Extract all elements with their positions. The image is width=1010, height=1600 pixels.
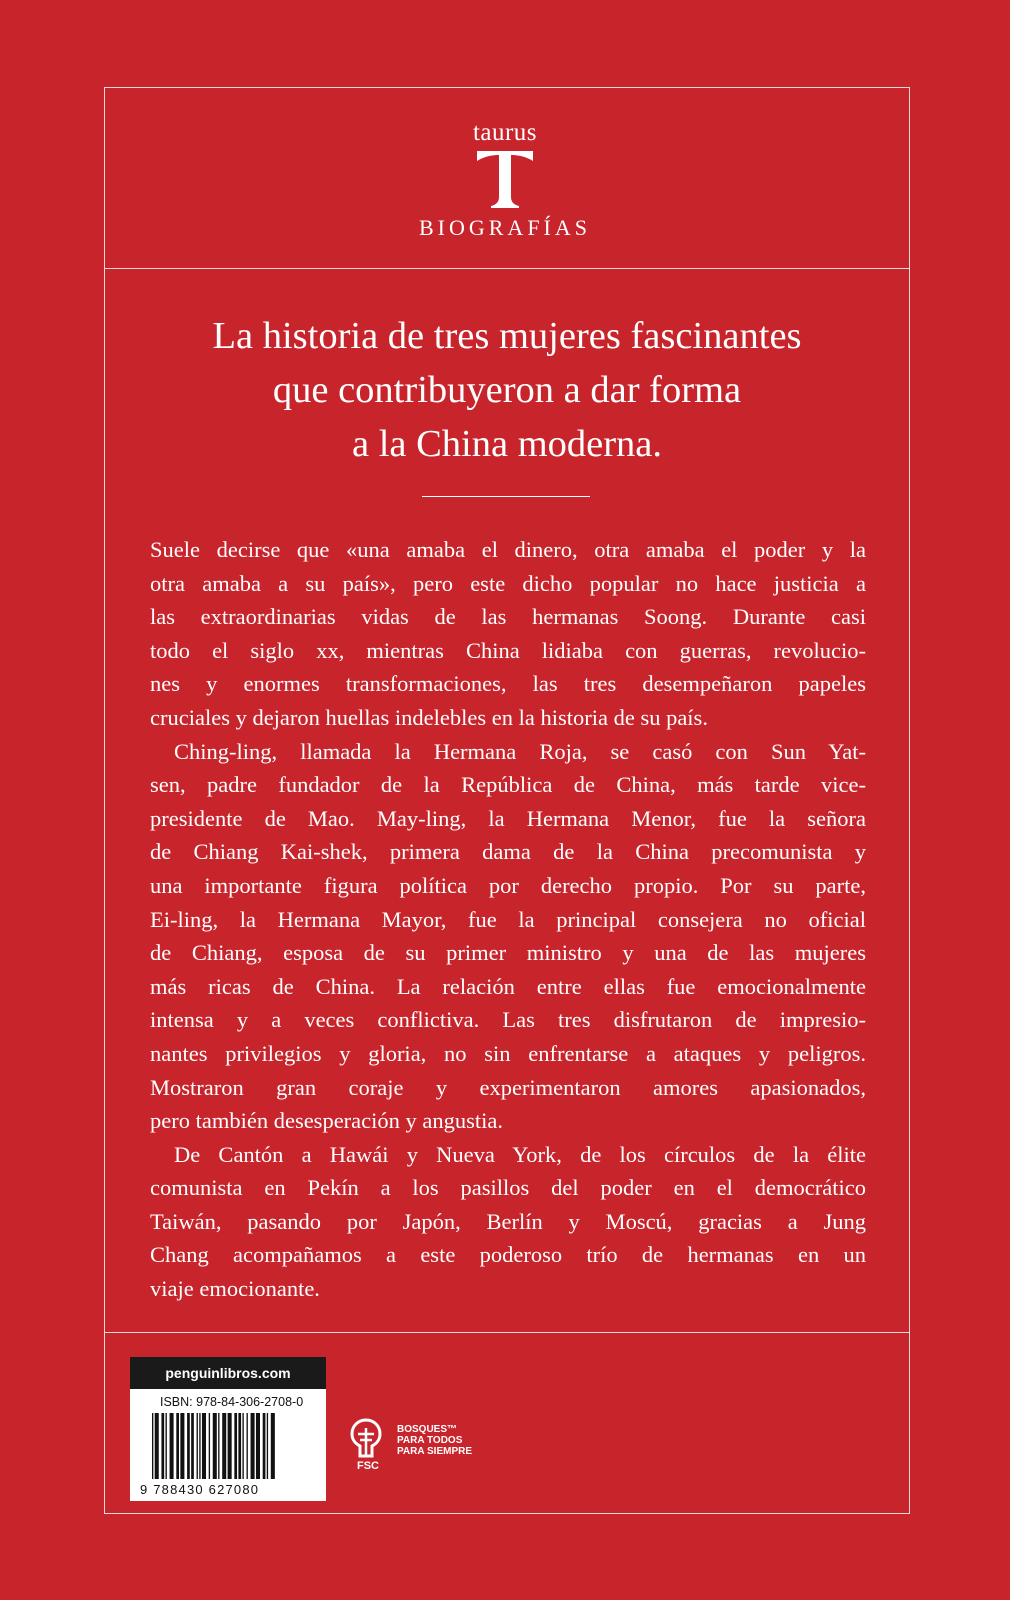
headline-line: La historia de tres mujeres fascinantes (212, 315, 802, 357)
synopsis-line: viaje emocionante. (150, 1276, 320, 1302)
publisher-name: taurus (472, 119, 538, 146)
headline (104, 309, 910, 471)
barcode-bar (234, 1413, 237, 1479)
taurus-t-logo-icon (473, 149, 537, 209)
header-divider (104, 268, 910, 269)
synopsis-line: presidente de Mao. May-ling, la Hermana Menor, fue la señora (150, 805, 866, 831)
synopsis-line: Ei-ling, la Hermana Mayor, fue la principal consejera no oficial (150, 906, 866, 932)
barcode-bar (187, 1413, 190, 1479)
synopsis-line: comunista en Pekín a los pasillos del poder en el democrático (150, 1175, 866, 1201)
barcode-bar (256, 1413, 260, 1479)
barcode-bar (228, 1413, 232, 1479)
barcode-bar (180, 1413, 184, 1479)
barcode-bar (191, 1413, 194, 1479)
synopsis-line: más ricas de China. La relación entre ellas fue emocionalmente (150, 973, 866, 999)
footer-divider (104, 1332, 910, 1333)
fsc-slogan-line: PARA SIEMPRE (397, 1446, 473, 1457)
fsc-slogan (397, 1424, 472, 1457)
barcode-bar (170, 1413, 174, 1479)
barcode (138, 1413, 320, 1497)
barcode-bar (222, 1413, 226, 1479)
barcode-bar (197, 1413, 198, 1479)
headline-separator (422, 496, 590, 497)
barcode-bar (152, 1413, 153, 1479)
barcode-bar (176, 1413, 179, 1479)
barcode-bar (247, 1413, 248, 1479)
synopsis-line: De Cantón a Hawái y Nueva York, de los círculos de la élite (174, 1141, 866, 1167)
publisher-brand (0, 118, 1010, 241)
barcode-bar (161, 1413, 164, 1479)
synopsis-line: Chang acompañamos a este poderoso trío de hermanas en un (150, 1242, 866, 1268)
barcode-bar (218, 1413, 219, 1479)
synopsis-line: intensa y a veces conflictiva. Las tres disfrutaron de impresio- (150, 1007, 866, 1033)
synopsis-line: una importante figura política por derecho propio. Por su parte, (150, 872, 866, 898)
barcode-bar (166, 1413, 167, 1479)
synopsis-line: Suele decirse que «una amaba el dinero, otra amaba el poder y la (150, 537, 866, 562)
publisher-website: penguinlibros.com (130, 1357, 326, 1389)
fsc-slogan-line: PARA TODOS (397, 1435, 463, 1446)
synopsis-line: pero también desesperación y angustia. (150, 1108, 504, 1134)
barcode-bar (155, 1413, 159, 1479)
barcode-bar (213, 1413, 217, 1479)
barcode-bar (199, 1413, 200, 1479)
synopsis-line: las extraordinarias vidas de las hermanas Soong. Durante casi (150, 604, 866, 630)
barcode-digits: 9 788430 627080 (140, 1482, 260, 1497)
synopsis-line: nes y enormes transformaciones, las tres desempeñaron papeles (150, 671, 866, 697)
isbn-label: ISBN: 978-84-306-2708-0 (160, 1395, 304, 1409)
synopsis-line: Ching-ling, llamada la Hermana Roja, se casó con Sun Yat- (174, 738, 866, 764)
barcode-panel (130, 1357, 326, 1501)
headline-line: que contribuyeron a dar forma (272, 369, 742, 411)
collection-label: BIOGRAFÍAS (418, 215, 592, 240)
barcode-bar (202, 1413, 206, 1479)
barcode-bar (251, 1413, 255, 1479)
barcode-bar (263, 1413, 266, 1479)
barcode-bar (267, 1413, 268, 1479)
synopsis-line: Taiwán, pasando por Japón, Berlín y Moscú, gracias a Jung (150, 1208, 866, 1234)
barcode-bar (238, 1413, 241, 1479)
synopsis-line: de Chiang, esposa de su primer ministro y una de las mujeres (150, 940, 866, 966)
synopsis (150, 533, 866, 1306)
synopsis-line: nantes privilegios y gloria, no sin enfrentarse a ataques y peligros. (150, 1040, 866, 1066)
synopsis-line: cruciales y dejaron huellas indelebles en la historia de su país. (150, 704, 708, 730)
synopsis-line: todo el siglo xx, mientras China lidiaba con guerras, revolucio- (150, 637, 866, 663)
fsc-slogan-line: BOSQUES™ (397, 1424, 458, 1435)
barcode-bar (242, 1413, 243, 1479)
fsc-label: FSC (357, 1460, 379, 1472)
synopsis-line: sen, padre fundador de la República de China, más tarde vice- (150, 772, 866, 798)
synopsis-line: Mostraron gran coraje y experimentaron amores apasionados, (150, 1074, 866, 1100)
headline-line: a la China moderna. (351, 423, 663, 465)
barcode-bar (209, 1413, 210, 1479)
synopsis-line: otra amaba a su país», pero este dicho popular no hace justicia a (150, 570, 866, 596)
barcode-bar (271, 1413, 275, 1479)
synopsis-line: de Chiang Kai-shek, primera dama de la China precomunista y (150, 839, 866, 865)
